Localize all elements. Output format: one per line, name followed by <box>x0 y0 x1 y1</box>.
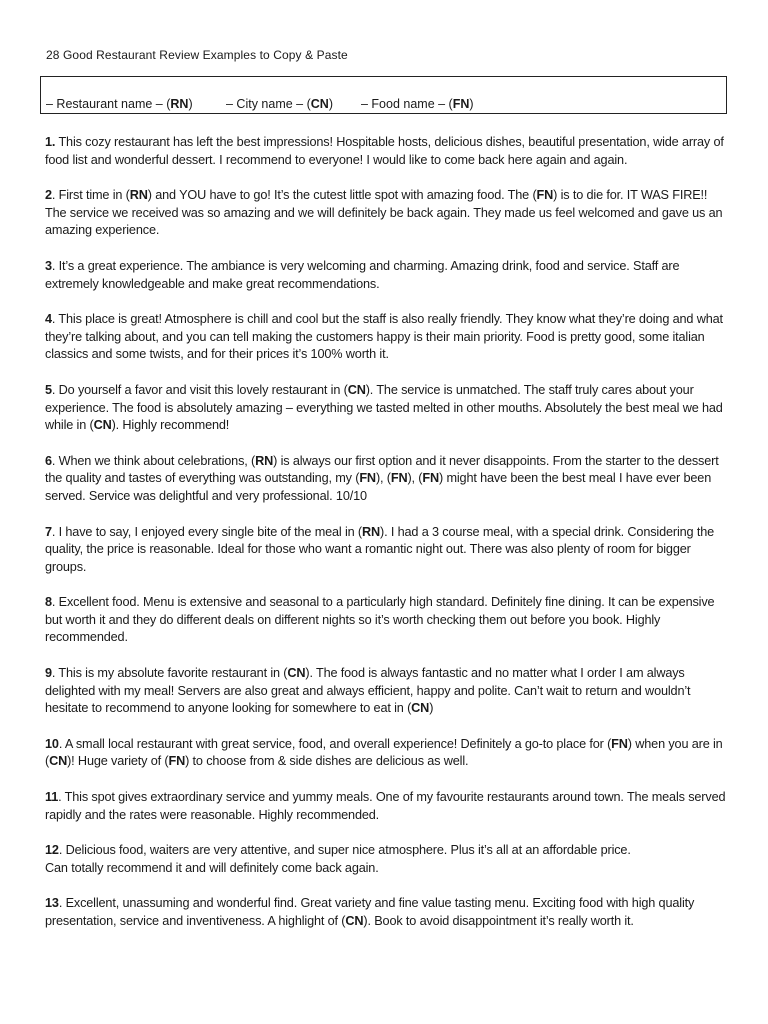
placeholder-code: CN <box>93 418 112 433</box>
placeholder-code: CN <box>287 666 306 681</box>
placeholder-code: RN <box>129 188 148 203</box>
placeholder-code: CN <box>347 382 366 397</box>
review-item <box>45 453 730 506</box>
review-item <box>45 594 730 647</box>
review-item <box>45 736 730 771</box>
review-item <box>45 311 730 364</box>
review-item <box>45 134 730 169</box>
placeholder-code: CN <box>49 754 68 769</box>
review-text: . It’s a great experience. The ambiance is very welcoming and charming. Amazing drink, food and service. Staff are extremely knowledgeable and make great recommendations. <box>45 258 680 291</box>
placeholder-code: CN <box>345 914 364 928</box>
review-text: . A small local restaurant with great service, food, and overall experience! Definitely a go-to place for ( <box>58 736 612 751</box>
code-fn: FN <box>452 97 470 111</box>
review-text: . Excellent, unassuming and wonderful find. Great variety and fine value tasting menu. Exciting food with high quality presentation, service and inventiveness. A highlight of ( <box>45 896 695 928</box>
review-number: 11 <box>45 790 59 805</box>
review-text: ) <box>429 701 434 716</box>
review-number: 1. <box>45 135 56 149</box>
review-item <box>45 187 730 240</box>
page-title: 28 Good Restaurant Review Examples to Copy & Paste <box>46 48 348 62</box>
review-text: . This is my absolute favorite restaurant in ( <box>51 666 288 681</box>
review-number: 10 <box>45 736 59 751</box>
review-number: 7 <box>45 524 52 539</box>
review-text: . This spot gives extraordinary service and yummy meals. One of my favourite restaurants around town. The meals served rapidly and the rates were reasonable. Highly recommended. <box>45 790 726 822</box>
review-text: . First time in ( <box>51 188 130 203</box>
review-number: 9 <box>45 666 52 681</box>
review-text: ), ( <box>375 471 391 486</box>
review-number: 2 <box>45 188 52 203</box>
review-text: Can totally recommend it and will definitely come back again. <box>45 860 379 875</box>
review-text: ) to choose from & side dishes are delicious as well. <box>185 754 469 769</box>
review-number: 3 <box>45 258 52 273</box>
placeholder-legend <box>40 76 727 114</box>
review-item <box>45 524 730 577</box>
review-list <box>45 134 730 949</box>
review-text: . Do yourself a favor and visit this lovely restaurant in ( <box>51 382 348 397</box>
review-text: ) and YOU have to go! It’s the cutest little spot with amazing food. The ( <box>147 188 537 203</box>
review-text: . When we think about celebrations, ( <box>51 453 256 468</box>
review-text: . This place is great! Atmosphere is chill and cool but the staff is also really friendly. They know what they’re doing and what they’re talking about, and you can tell making the customers happy is their main priority. Food is pretty good, some italian classics and some twists, and for their prices it’s 100% worth it. <box>45 312 723 362</box>
placeholder-code: RN <box>362 524 381 539</box>
review-item <box>45 258 730 293</box>
placeholder-code: FN <box>536 188 554 203</box>
review-text: ). Highly recommend! <box>111 418 230 433</box>
review-item <box>45 665 730 718</box>
review-item <box>45 382 730 435</box>
review-text: ). The service is unmatched. The staff truly cares about your experience. The food is absolutely amazing – everything we tasted melted in other mouths. Absolutely the best meal we had while in ( <box>45 382 723 433</box>
placeholder-code: FN <box>168 754 186 769</box>
review-text: ) is always our first option and it never disappoints. From the starter to the dessert the quality and tastes of everything was outstanding, my ( <box>45 453 719 486</box>
legend-city-name: – City name – (CN) <box>226 97 333 111</box>
placeholder-code: FN <box>359 471 376 486</box>
review-text: . Excellent food. Menu is extensive and seasonal to a particularly high standard. Definitely fine dining. It can be expensive but worth it and they do different deals on different nights so it’s worth checking them out before you book. Highly recommended. <box>45 595 715 645</box>
review-item <box>45 842 730 877</box>
legend-food-name: – Food name – (FN) <box>361 97 474 111</box>
placeholder-code: FN <box>422 471 439 486</box>
placeholder-code: FN <box>611 736 628 751</box>
code-rn: RN <box>170 97 189 111</box>
review-number: 5 <box>45 382 52 397</box>
review-text: This cozy restaurant has left the best impressions! Hospitable hosts, delicious dishes, beautiful presentation, wide array of food list and wonderful dessert. I recommend to everyone! I would like to come back here again and again. <box>45 135 724 167</box>
review-text: ) is to die for. IT WAS FIRE!! The service we received was so amazing and we will definitely be back again. They made us feel welcomed and gave us an amazing experience. <box>45 188 723 238</box>
review-text: ). Book to avoid disappointment it’s really worth it. <box>363 914 634 928</box>
review-text: )! Huge variety of ( <box>67 754 169 769</box>
review-number: 12 <box>45 843 59 858</box>
review-number: 8 <box>45 595 52 610</box>
code-cn: CN <box>310 97 329 111</box>
placeholder-code: FN <box>390 471 408 486</box>
review-number: 4 <box>45 312 52 327</box>
review-text: ). The food is always fantastic and no matter what I order I am always delighted with my meal! Servers are also great and always efficient, happy and polite. Can’t wait to return and wouldn’t hesitate to recommend to anyone looking for somewhere to eat in ( <box>45 666 691 716</box>
placeholder-code: CN <box>411 701 430 716</box>
review-number: 13 <box>45 896 59 911</box>
review-number: 6 <box>45 453 52 468</box>
review-item <box>45 895 730 930</box>
legend-restaurant-name: – Restaurant name – (RN) <box>46 97 193 111</box>
review-text: ) might have been the best meal I have ever been served. Service was delightful and very professional. 10/10 <box>45 471 712 503</box>
review-text: ), ( <box>407 471 423 486</box>
placeholder-code: RN <box>255 453 274 468</box>
review-item <box>45 789 730 824</box>
review-text: . Delicious food, waiters are very attentive, and super nice atmosphere. Plus it’s all at an affordable price. <box>58 843 631 858</box>
review-text: ) when you are in ( <box>45 736 723 769</box>
review-text: ). I had a 3 course meal, with a special drink. Considering the quality, the price is reasonable. Ideal for those who want a romantic night out. There was also plenty of room for bigger groups. <box>45 524 715 574</box>
review-text: . I have to say, I enjoyed every single bite of the meal in ( <box>51 524 362 539</box>
